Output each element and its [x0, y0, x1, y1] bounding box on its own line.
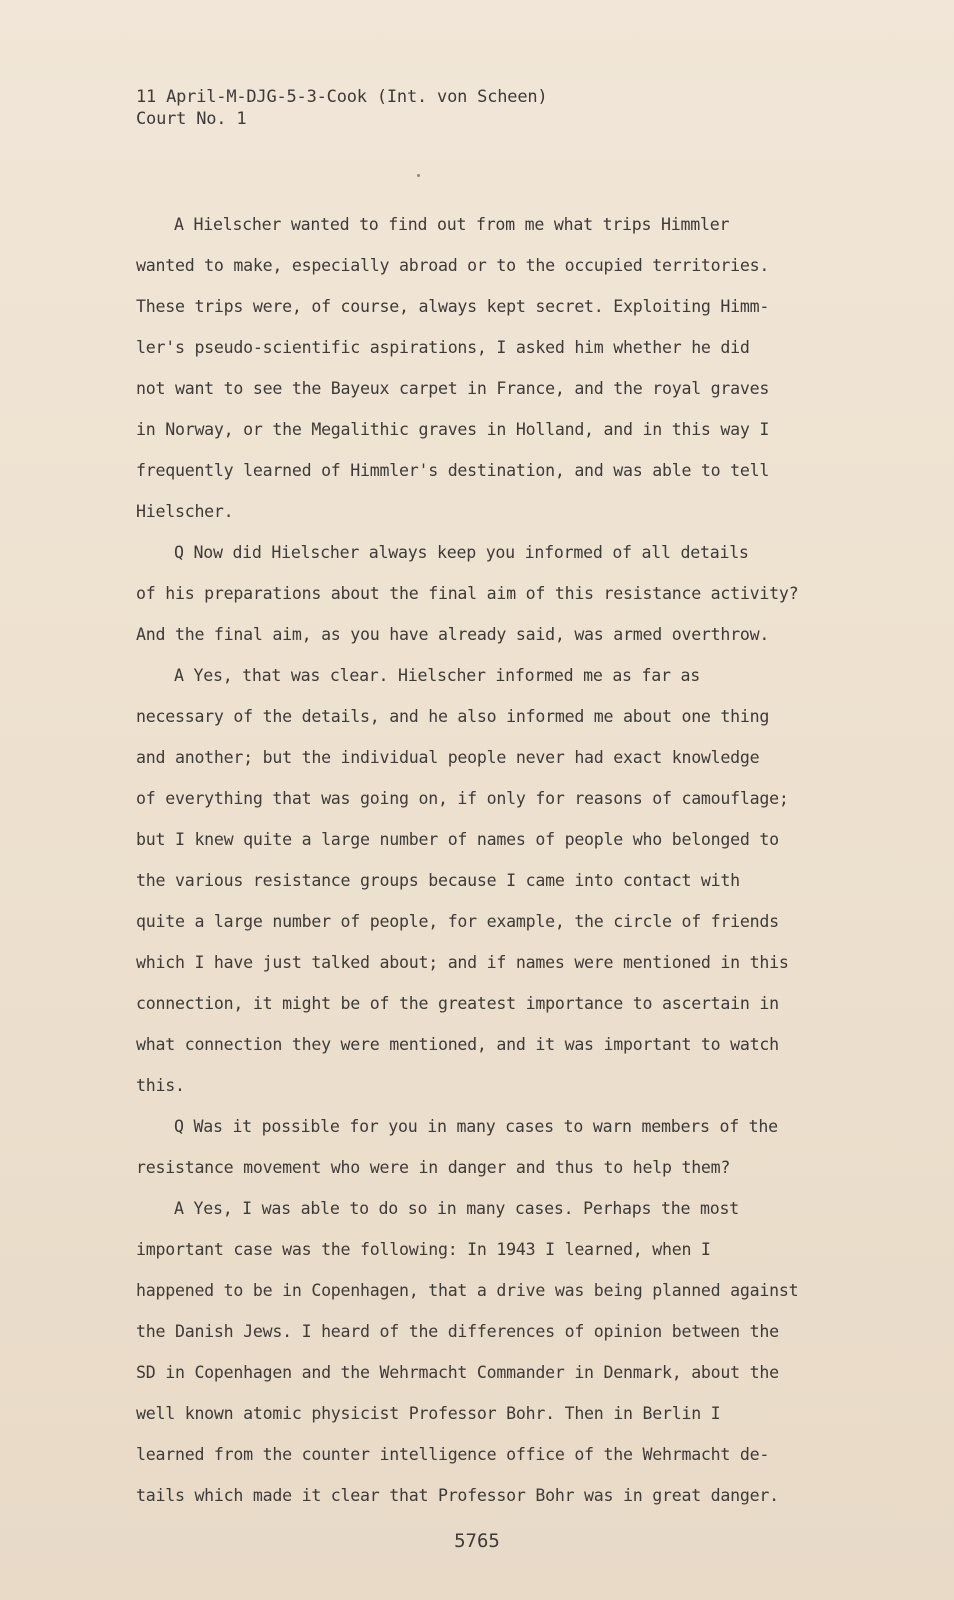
transcript-line: tails which made it clear that Professor Bohr was in great danger. [136, 1486, 779, 1505]
transcript-line: the various resistance groups because I came into contact with [136, 871, 740, 890]
transcript-line: this. [136, 1076, 185, 1095]
transcript-line: These trips were, of course, always kept secret. Exploiting Himm- [136, 297, 770, 316]
document-header [136, 86, 547, 130]
page-number: 5765 [454, 1530, 500, 1552]
transcript-line: A Yes, that was clear. Hielscher informed me as far as [174, 666, 700, 685]
transcript-line: Hielscher. [136, 502, 234, 521]
transcript-line: SD in Copenhagen and the Wehrmacht Commander in Denmark, about the [136, 1363, 779, 1382]
transcript-line: Q Was it possible for you in many cases to warn members of the [174, 1117, 778, 1136]
transcript-line: what connection they were mentioned, and it was important to watch [136, 1035, 779, 1054]
transcript-line: which I have just talked about; and if names were mentioned in this [136, 953, 789, 972]
transcript-line: frequently learned of Himmler's destination, and was able to tell [136, 461, 770, 480]
transcript-line: in Norway, or the Megalithic graves in Holland, and in this way I [136, 420, 770, 439]
transcript-line: well known atomic physicist Professor Bohr. Then in Berlin I [136, 1404, 721, 1423]
transcript-line: of his preparations about the final aim of this resistance activity? [136, 584, 799, 603]
transcript-body [136, 204, 836, 1516]
transcript-line: quite a large number of people, for example, the circle of friends [136, 912, 779, 931]
transcript-line: connection, it might be of the greatest importance to ascertain in [136, 994, 779, 1013]
transcript-line: of everything that was going on, if only for reasons of camouflage; [136, 789, 789, 808]
header-court-line: Court No. 1 [136, 109, 247, 129]
transcript-line: but I knew quite a large number of names of people who belonged to [136, 830, 779, 849]
transcript-line: important case was the following: In 1943 I learned, when I [136, 1240, 711, 1259]
transcript-line: learned from the counter intelligence office of the Wehrmacht de- [136, 1445, 770, 1464]
transcript-line: the Danish Jews. I heard of the differences of opinion between the [136, 1322, 779, 1341]
transcript-line: necessary of the details, and he also informed me about one thing [136, 707, 770, 726]
transcript-line: ler's pseudo-scientific aspirations, I asked him whether he did [136, 338, 750, 357]
transcript-line: Q Now did Hielscher always keep you informed of all details [174, 543, 749, 562]
transcript-line: resistance movement who were in danger and thus to help them? [136, 1158, 731, 1177]
paper-speck [417, 174, 420, 177]
transcript-line: And the final aim, as you have already said, was armed overthrow. [136, 625, 770, 644]
transcript-line: A Hielscher wanted to find out from me what trips Himmler [174, 215, 730, 234]
transcript-line: not want to see the Bayeux carpet in France, and the royal graves [136, 379, 770, 398]
transcript-line: and another; but the individual people never had exact knowledge [136, 748, 760, 767]
transcript-line: happened to be in Copenhagen, that a drive was being planned against [136, 1281, 799, 1300]
transcript-line: wanted to make, especially abroad or to the occupied territories. [136, 256, 770, 275]
transcript-line: A Yes, I was able to do so in many cases. Perhaps the most [174, 1199, 739, 1218]
header-session-line: 11 April-M-DJG-5-3-Cook (Int. von Scheen) [136, 87, 548, 107]
